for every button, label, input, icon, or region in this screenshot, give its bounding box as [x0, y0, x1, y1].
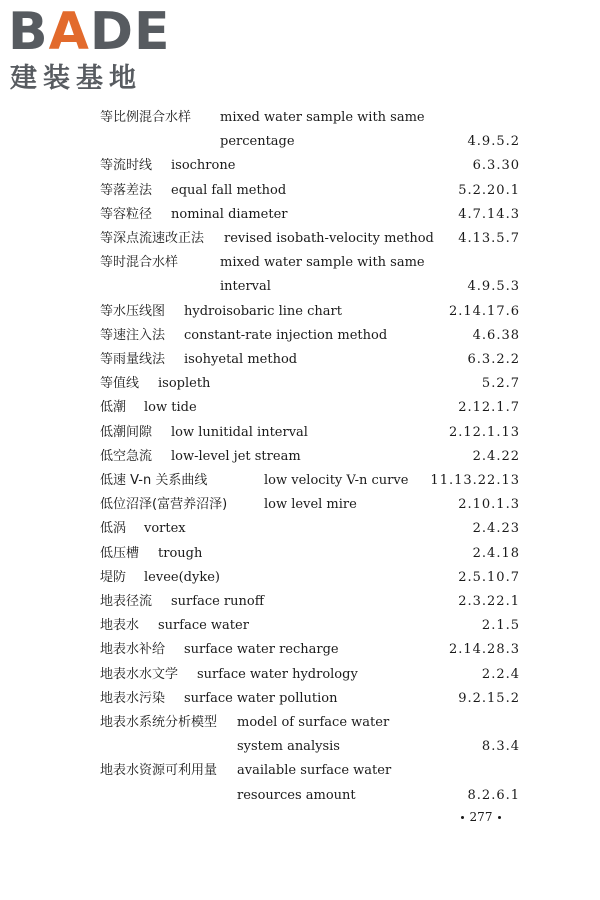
glossary-entry — [100, 203, 520, 227]
term-english: vortex — [144, 521, 186, 537]
term-chinese: 等深点流速改正法 — [100, 231, 205, 246]
glossary-entry — [100, 687, 520, 711]
glossary-entry — [100, 324, 520, 348]
term-chinese: 低潮 — [100, 400, 127, 416]
glossary-entry — [100, 372, 520, 396]
term-english: surface water hydrology — [197, 666, 358, 682]
term-chinese: 低空急流 — [100, 448, 153, 464]
term-english: surface runoff — [171, 594, 264, 609]
term-english: low-level jet stream — [171, 448, 301, 464]
section-reference: 4.7.14.3 — [458, 206, 520, 222]
term-chinese: 等水压线图 — [100, 303, 166, 319]
term-english: mixed water sample with same — [220, 110, 425, 125]
glossary-entry — [100, 542, 520, 566]
page-number — [446, 808, 516, 826]
term-chinese: 等流时线 — [100, 158, 153, 174]
term-english: system analysis — [237, 739, 340, 755]
section-reference: 2.2.4 — [481, 666, 520, 682]
glossary-entry — [100, 711, 520, 759]
glossary-entry — [100, 106, 520, 154]
glossary-entry — [100, 590, 520, 614]
section-reference: 2.5.10.7 — [458, 569, 520, 585]
section-reference: 2.12.1.13 — [448, 424, 520, 440]
term-english: low level mire — [264, 497, 357, 513]
page-number-text: 277 — [469, 810, 493, 824]
term-english: equal fall method — [171, 182, 287, 198]
glossary-entry — [100, 493, 520, 517]
logo-letters-de: DE — [89, 2, 171, 62]
section-reference: 6.3.30 — [472, 158, 520, 174]
glossary-entry — [100, 348, 520, 372]
term-english: model of surface water — [237, 715, 390, 730]
term-chinese: 地表水资源可利用量 — [100, 763, 218, 779]
section-reference: 4.9.5.3 — [467, 279, 520, 295]
glossary-entry — [100, 396, 520, 420]
term-english: isochrone — [171, 158, 236, 174]
term-chinese: 地表水水文学 — [100, 666, 179, 682]
term-chinese: 等比例混合水样 — [100, 110, 192, 125]
term-english: low velocity V-n curve — [264, 473, 409, 488]
section-reference: 2.14.28.3 — [448, 642, 520, 658]
glossary-entry — [100, 469, 520, 493]
glossary-entry — [100, 638, 520, 662]
term-english: revised isobath-velocity method — [224, 231, 434, 246]
term-english: isohyetal method — [184, 352, 298, 367]
glossary-entry — [100, 445, 520, 469]
term-english: nominal diameter — [171, 206, 288, 222]
section-reference: 4.9.5.2 — [467, 134, 520, 150]
section-reference: 11.13.22.13 — [430, 473, 520, 488]
glossary-entry — [100, 566, 520, 590]
term-chinese: 地表径流 — [100, 594, 153, 609]
term-chinese: 等值线 — [100, 376, 140, 392]
section-reference: 4.6.38 — [472, 327, 520, 343]
term-english: surface water pollution — [184, 690, 338, 706]
section-reference: 2.1.5 — [481, 618, 520, 634]
section-reference: 6.3.2.2 — [467, 352, 520, 367]
term-chinese: 地表水系统分析模型 — [100, 715, 218, 730]
section-reference: 2.4.22 — [472, 448, 520, 464]
section-reference: 5.2.7 — [481, 376, 520, 392]
term-english: mixed water sample with same — [220, 255, 425, 271]
section-reference: 9.2.15.2 — [458, 690, 520, 706]
term-chinese: 等容粒径 — [100, 206, 153, 222]
term-english: surface water — [158, 618, 249, 634]
term-english: low tide — [144, 400, 197, 416]
term-chinese: 等落差法 — [100, 182, 153, 198]
term-chinese: 低速 V-n 关系曲线 — [100, 473, 208, 488]
term-english: low lunitidal interval — [171, 424, 308, 440]
section-reference: 8.2.6.1 — [467, 787, 520, 803]
term-english: percentage — [220, 134, 295, 150]
term-chinese: 堤防 — [100, 569, 127, 585]
term-english: hydroisobaric line chart — [184, 303, 342, 319]
term-chinese: 低位沼泽(富营养沼泽) — [100, 497, 228, 513]
term-english: constant-rate injection method — [184, 327, 388, 343]
logo-letter-a-accent: A — [48, 2, 90, 62]
glossary-entry — [100, 663, 520, 687]
section-reference: 2.14.17.6 — [448, 303, 520, 319]
term-chinese: 低压槽 — [100, 545, 140, 561]
section-reference: 2.4.18 — [472, 545, 520, 561]
dot-right — [498, 816, 501, 819]
section-reference: 8.3.4 — [481, 739, 520, 755]
section-reference: 2.12.1.7 — [458, 400, 520, 416]
term-chinese: 地表水补给 — [100, 642, 166, 658]
term-chinese: 等雨量线法 — [100, 352, 166, 367]
glossary-entry — [100, 227, 520, 251]
term-english: available surface water — [237, 763, 392, 779]
glossary-entry — [100, 421, 520, 445]
section-reference: 5.2.20.1 — [458, 182, 520, 198]
glossary-entry — [100, 300, 520, 324]
term-english: resources amount — [237, 787, 356, 803]
term-english: surface water recharge — [184, 642, 339, 658]
term-chinese: 低涡 — [100, 521, 127, 537]
term-chinese: 地表水 — [100, 618, 140, 634]
glossary-entry — [100, 759, 520, 807]
term-chinese: 地表水污染 — [100, 690, 166, 706]
section-reference: 4.13.5.7 — [458, 231, 520, 246]
glossary-entry — [100, 614, 520, 638]
term-english: isopleth — [158, 376, 211, 392]
glossary-entry — [100, 179, 520, 203]
term-english: levee(dyke) — [144, 569, 220, 585]
term-chinese: 等时混合水样 — [100, 255, 179, 271]
dot-left — [461, 816, 464, 819]
term-english: interval — [220, 279, 271, 295]
glossary-entry — [100, 517, 520, 541]
term-chinese: 等速注入法 — [100, 327, 166, 343]
logo-letter-b: B — [8, 2, 49, 62]
term-chinese: 低潮间隙 — [100, 424, 153, 440]
section-reference: 2.4.23 — [472, 521, 520, 537]
glossary-entry — [100, 251, 520, 299]
logo-subtitle: 建装基地 — [10, 63, 142, 94]
glossary-entry — [100, 154, 520, 178]
term-english: trough — [158, 545, 203, 561]
section-reference: 2.10.1.3 — [458, 497, 520, 513]
section-reference: 2.3.22.1 — [458, 594, 520, 609]
